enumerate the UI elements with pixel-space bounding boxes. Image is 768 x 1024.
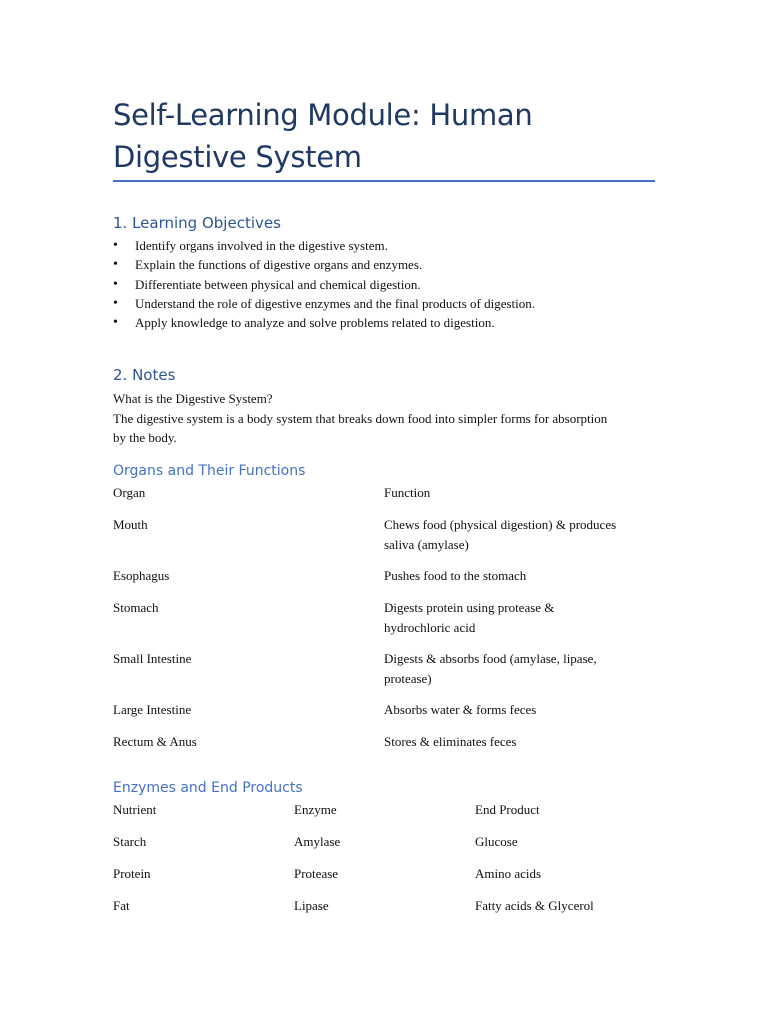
objective-item: • Apply knowledge to analyze and solve problems related to digestion. xyxy=(113,313,655,332)
notes-question: What is the Digestive System? xyxy=(113,391,273,406)
nutrient-cell: Starch xyxy=(113,834,147,849)
enzymes-heading: Enzymes and End Products xyxy=(113,780,303,796)
objective-item: • Understand the role of digestive enzymes and the final products of digestion. xyxy=(113,294,655,313)
learning-objectives-heading: 1. Learning Objectives xyxy=(113,214,281,232)
organs-heading: Organs and Their Functions xyxy=(113,463,306,479)
nutrient-column-header: Nutrient xyxy=(113,802,157,817)
organ-cell: Rectum & Anus xyxy=(113,734,197,749)
function-cell: Digests & absorbs food (amylase, lipase, protease) xyxy=(384,651,597,686)
organ-column-header: Organ xyxy=(113,485,146,500)
notes-body xyxy=(113,389,655,448)
objective-item: • Explain the functions of digestive organs and enzymes. xyxy=(113,255,655,274)
organ-cell: Esophagus xyxy=(113,568,170,583)
organ-cell: Mouth xyxy=(113,517,148,532)
enzyme-cell: Protease xyxy=(294,866,339,881)
notes-answer: The digestive system is a body system that breaks down food into simpler forms for absorption by the body. xyxy=(113,410,608,445)
enzyme-cell: Amylase xyxy=(294,834,341,849)
function-cell: Stores & eliminates feces xyxy=(384,734,517,749)
organ-cell: Stomach xyxy=(113,600,159,615)
enzyme-cell: Lipase xyxy=(294,898,329,913)
end-product-cell: Glucose xyxy=(475,834,518,849)
enzyme-column-header: Enzyme xyxy=(294,802,337,817)
notes-heading: 2. Notes xyxy=(113,366,176,384)
end-product-cell: Amino acids xyxy=(475,866,542,881)
objective-item: • Differentiate between physical and chemical digestion. xyxy=(113,275,655,294)
title-underline xyxy=(113,180,655,182)
function-column-header: Function xyxy=(384,485,431,500)
document-title: Self-Learning Module: Human Digestive System xyxy=(113,98,533,174)
function-cell: Digests protein using protease & hydrochloric acid xyxy=(384,600,555,635)
end-product-cell: Fatty acids & Glycerol xyxy=(475,898,594,913)
organ-cell: Small Intestine xyxy=(113,651,192,666)
function-cell: Absorbs water & forms feces xyxy=(384,702,537,717)
function-cell: Chews food (physical digestion) & produces saliva (amylase) xyxy=(384,517,617,552)
organ-cell: Large Intestine xyxy=(113,702,192,717)
objective-item: • Identify organs involved in the digestive system. xyxy=(113,236,655,255)
objectives-list xyxy=(113,236,655,332)
nutrient-cell: Protein xyxy=(113,866,151,881)
end-product-column-header: End Product xyxy=(475,802,540,817)
nutrient-cell: Fat xyxy=(113,898,130,913)
function-cell: Pushes food to the stomach xyxy=(384,568,527,583)
